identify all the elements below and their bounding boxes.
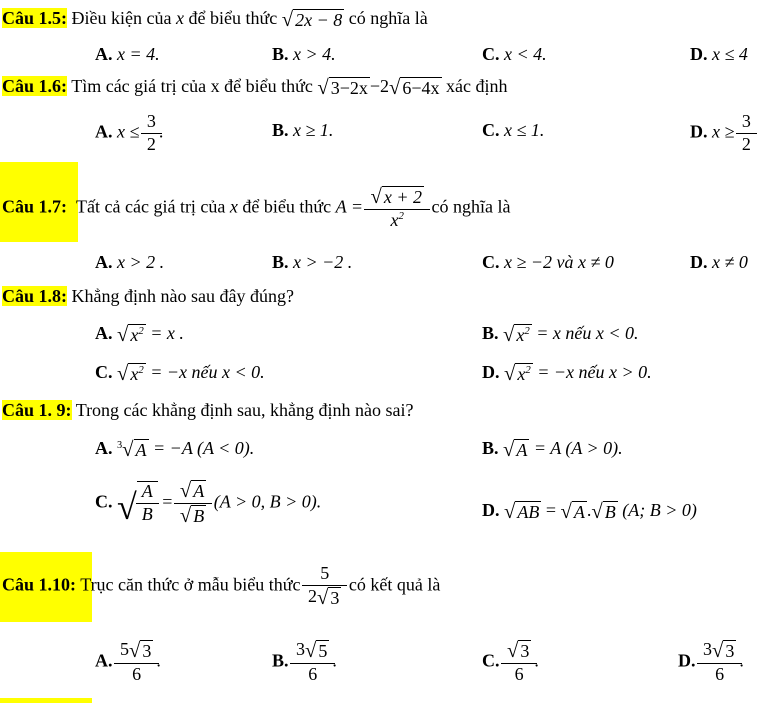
option-b: B. √ $x^2$ = x nếu x < 0. <box>482 323 639 347</box>
question-label: Câu 1.10: <box>2 574 77 595</box>
option-b: B. 3 √ 5 6 . <box>272 639 337 684</box>
option-a: A. x > 2 . <box>95 252 165 272</box>
option-b: B. x > 4. <box>272 44 336 64</box>
question-1-10 <box>2 564 440 609</box>
option-d: D. √ $x^2$ = −x nếu x > 0. <box>482 362 652 386</box>
question-1-9 <box>2 400 413 421</box>
question-label: Câu 1. 9: <box>2 400 72 420</box>
question-text: Trong các khẳng định sau, khẳng định nào sai? <box>75 400 414 420</box>
question-label: Câu 1.6: <box>2 76 68 96</box>
option-c: C. x < 4. <box>482 44 547 64</box>
question-text: Tất cả các giá trị của <box>76 196 226 217</box>
question-text: có nghĩa là <box>431 196 511 217</box>
option-a: A. $^3$√ A = −A (A < 0). <box>95 438 255 462</box>
question-text: có nghĩa là <box>348 8 428 28</box>
highlight-block <box>0 698 92 703</box>
fraction: 5 2 √ 3 <box>305 564 344 609</box>
option-b: B. √ A = A (A > 0). <box>482 438 623 462</box>
option-c: C. √ $x^2$ = −x nếu x < 0. <box>95 362 265 386</box>
question-1-7: Câu 1.7: Tất cả các giá trị của x để biểu thức A = √ x + 2 $x^2$ có nghĩa là <box>2 186 511 230</box>
option-d: D. x ≤ 4 <box>690 44 748 64</box>
option-a: A. x ≤ $\frac{3}{2}$ . <box>95 111 164 154</box>
question-1-5 <box>2 8 428 31</box>
question-text: Khẳng định nào sau đây đúng? <box>71 286 294 306</box>
radical-expression: √ 3−2x <box>317 77 368 100</box>
option-a: A. x = 4. <box>95 44 160 64</box>
question-label: Câu 1.7: <box>2 196 68 217</box>
question-1-8 <box>2 286 294 307</box>
option-c: C. x ≤ 1. <box>482 120 545 140</box>
question-label: Câu 1.8: <box>2 286 68 306</box>
question-text: Tìm các giá trị của x để biểu thức <box>71 76 313 96</box>
question-text: có kết quả là <box>348 574 441 595</box>
option-c: C. √ $\frac{A}{B}$ = √ A √ B (A > 0, B > 0). <box>95 480 322 528</box>
option-c: C. x ≥ −2 và x ≠ 0 <box>482 252 614 272</box>
option-b: B. x > −2 . <box>272 252 353 272</box>
fraction: √ x + 2 $x^2$ <box>367 186 427 231</box>
question-text: Trục căn thức ở mẫu biểu thức <box>80 574 301 595</box>
question-text: để biểu thức <box>188 8 278 28</box>
question-text: để biểu thức <box>242 196 332 217</box>
variable: x <box>229 196 238 217</box>
radical-expression: √ 2x − 8 <box>281 9 343 32</box>
option-d: D. x ≠ 0 <box>690 252 748 272</box>
question-text: Điều kiện của <box>71 8 172 28</box>
option-d: D. 3 √ 3 6 . <box>678 639 744 684</box>
option-b: B. x ≥ 1. <box>272 120 334 140</box>
radical-expression: √ 6−4x <box>389 77 440 100</box>
question-label: Câu 1.5: <box>2 8 68 28</box>
option-d: D. x ≥ $\frac{3}{2}$ <box>690 112 754 155</box>
option-d: D. √ AB = √ A . √ B (A; B > 0) <box>482 500 697 524</box>
question-1-6: Câu 1.6: Tìm các giá trị của x để biểu thức √ 3−2x −2 √ 6−4x xác định <box>2 76 508 100</box>
question-text: xác định <box>446 76 508 96</box>
option-c: C. √ 3 6 . <box>482 640 539 684</box>
option-a: A. 5 √ 3 6 . <box>95 639 161 684</box>
option-a: A. √ $x^2$ = x . <box>95 323 184 347</box>
variable: x <box>175 8 184 28</box>
